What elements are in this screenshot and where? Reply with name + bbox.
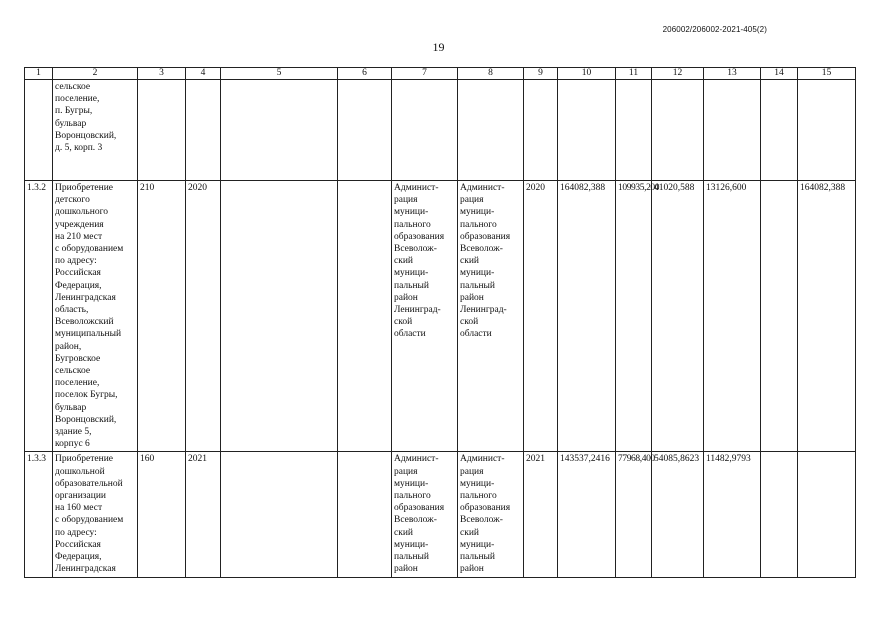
table-row bbox=[25, 181, 856, 452]
cell-customer bbox=[392, 80, 458, 181]
cell-local bbox=[704, 80, 761, 181]
cell-col14 bbox=[761, 80, 798, 181]
column-header: 4 bbox=[186, 68, 221, 80]
cell-object-name: Приобретение дошкольной образовательной организации на 160 мест с оборудованием по адресу: Российская Федерация, Ленинградская bbox=[53, 452, 138, 577]
cell-col14 bbox=[761, 181, 798, 452]
document-code: 206002/206002-2021-405(2) bbox=[662, 25, 767, 34]
cell-col15 bbox=[798, 80, 856, 181]
cell-local: 13126,600 bbox=[704, 181, 761, 452]
table-row bbox=[25, 80, 856, 181]
cell-local: 11482,9793 bbox=[704, 452, 761, 577]
column-header: 2 bbox=[53, 68, 138, 80]
column-header: 8 bbox=[458, 68, 524, 80]
cell-col5 bbox=[221, 80, 338, 181]
cell-number bbox=[25, 80, 53, 181]
column-header: 15 bbox=[798, 68, 856, 80]
cell-col5 bbox=[221, 452, 338, 577]
cell-owner: Админист- рация муници- пального образования Всеволож- ский муници- пальный район Ленинград- ской области bbox=[458, 181, 524, 452]
cell-year-2: 2020 bbox=[524, 181, 558, 452]
cell-number: 1.3.3 bbox=[25, 452, 53, 577]
column-header: 10 bbox=[558, 68, 616, 80]
cell-col15: 164082,388 bbox=[798, 181, 856, 452]
cell-customer: Админист- рация муници- пального образования Всеволож- ский муници- пальный район Ленинград- ской области bbox=[392, 181, 458, 452]
page-number: 19 bbox=[432, 40, 445, 54]
column-header: 12 bbox=[652, 68, 704, 80]
column-header: 6 bbox=[338, 68, 392, 80]
cell-col14 bbox=[761, 452, 798, 577]
cell-col6 bbox=[338, 181, 392, 452]
cell-capacity: 210 bbox=[138, 181, 186, 452]
cell-col15 bbox=[798, 452, 856, 577]
cell-total: 164082,388 bbox=[558, 181, 616, 452]
column-header: 11 bbox=[616, 68, 652, 80]
column-header: 1 bbox=[25, 68, 53, 80]
cell-year bbox=[186, 80, 221, 181]
cell-regional bbox=[652, 80, 704, 181]
cell-total: 143537,2416 bbox=[558, 452, 616, 577]
cell-federal: 77968,400 bbox=[616, 452, 652, 577]
cell-year: 2020 bbox=[186, 181, 221, 452]
cell-object-name: сельское поселение, п. Бугры, бульвар Воронцовский, д. 5, корп. 3 bbox=[53, 80, 138, 181]
cell-owner: Админист- рация муници- пального образования Всеволож- ский муници- пальный район bbox=[458, 452, 524, 577]
cell-regional: 54085,8623 bbox=[652, 452, 704, 577]
cell-customer: Админист- рация муници- пального образования Всеволож- ский муници- пальный район bbox=[392, 452, 458, 577]
cell-year-2 bbox=[524, 80, 558, 181]
cell-object-name: Приобретение детского дошкольного учреждения на 210 мест с оборудованием по адресу: Российская Федерация, Ленинградская область, Всеволожский муниципальный район, Бугровское сельское поселение, поселок Бугры, бульвар Воронцовский, здание 5, корпус 6 bbox=[53, 181, 138, 452]
cell-col6 bbox=[338, 452, 392, 577]
cell-capacity bbox=[138, 80, 186, 181]
cell-owner bbox=[458, 80, 524, 181]
cell-federal: 109935,200 bbox=[616, 181, 652, 452]
column-header: 3 bbox=[138, 68, 186, 80]
cell-col6 bbox=[338, 80, 392, 181]
cell-federal bbox=[616, 80, 652, 181]
data-table bbox=[24, 67, 856, 578]
cell-number: 1.3.2 bbox=[25, 181, 53, 452]
column-header: 14 bbox=[761, 68, 798, 80]
column-header: 9 bbox=[524, 68, 558, 80]
column-header: 13 bbox=[704, 68, 761, 80]
cell-regional: 41020,588 bbox=[652, 181, 704, 452]
column-header: 5 bbox=[221, 68, 338, 80]
cell-total bbox=[558, 80, 616, 181]
table-header-row bbox=[25, 68, 856, 80]
column-header: 7 bbox=[392, 68, 458, 80]
cell-capacity: 160 bbox=[138, 452, 186, 577]
cell-year: 2021 bbox=[186, 452, 221, 577]
table-row bbox=[25, 452, 856, 577]
cell-col5 bbox=[221, 181, 338, 452]
cell-year-2: 2021 bbox=[524, 452, 558, 577]
